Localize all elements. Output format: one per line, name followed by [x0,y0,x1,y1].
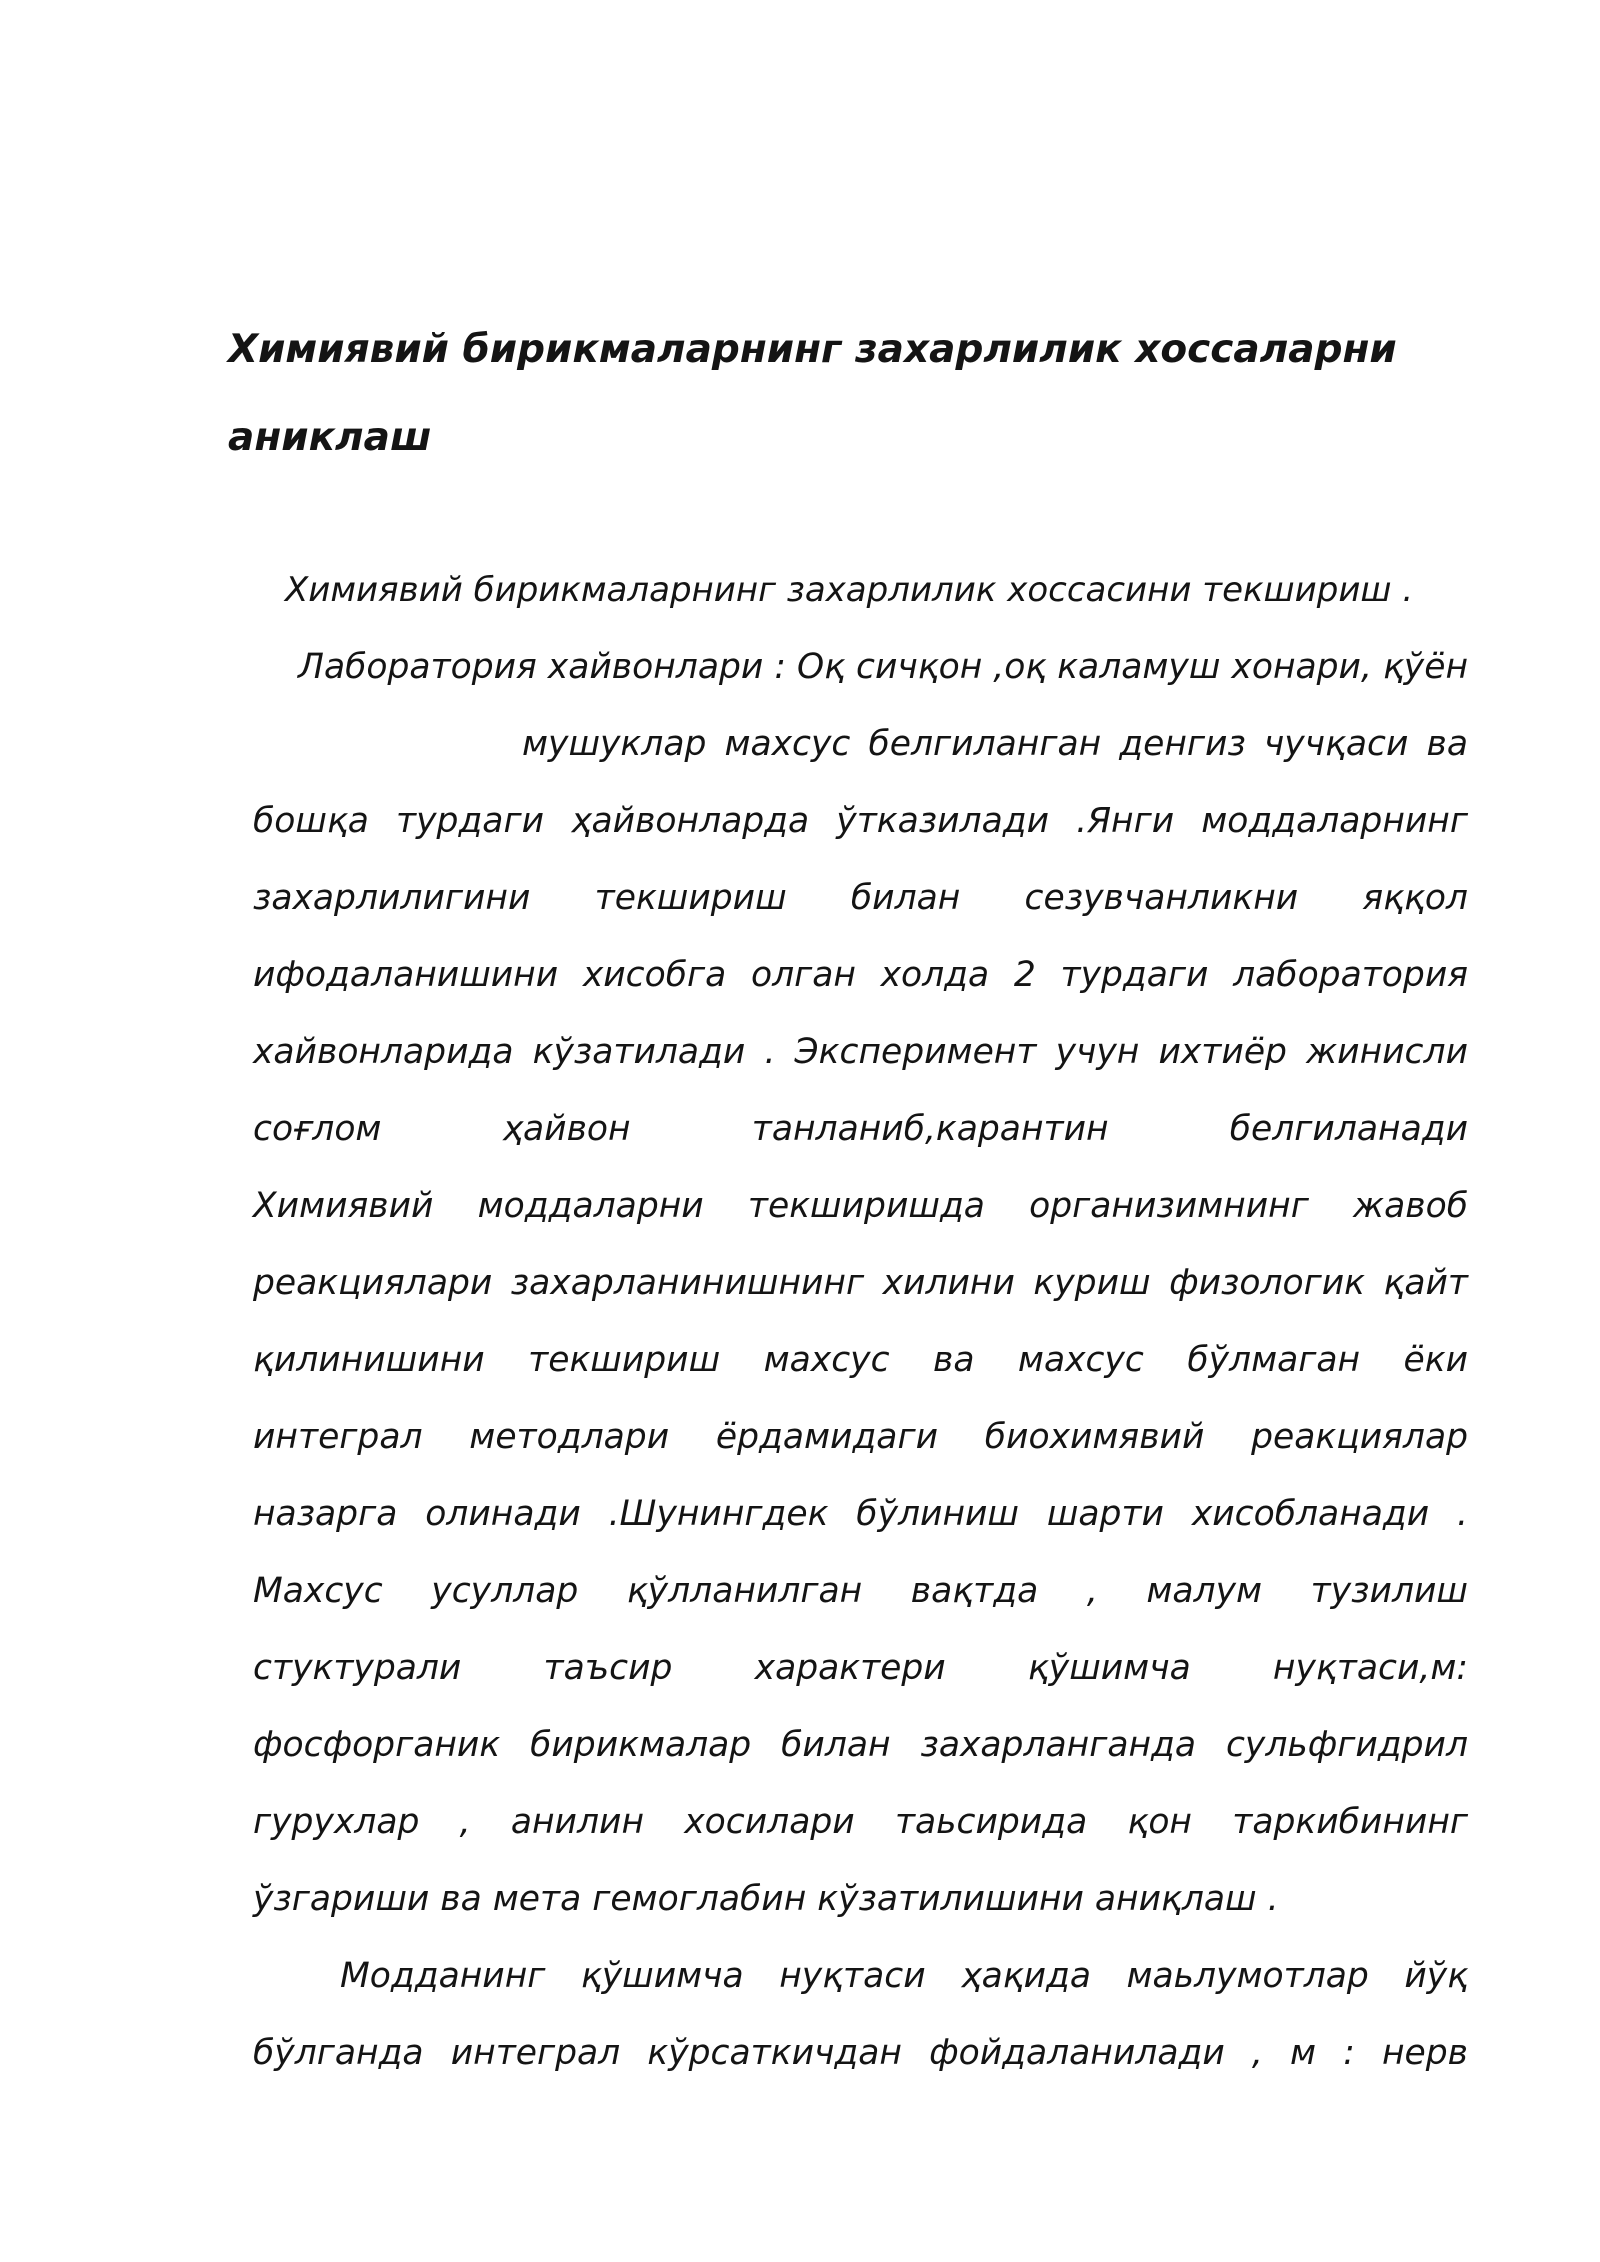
body-line: гурухлар , анилин хосилари таьсирида қон таркибининг [253,1802,1468,1842]
body-line: фосфорганик бирикмалар билан захарланганда сульфгидрил [253,1725,1468,1765]
body-line: бўлганда интеграл кўрсаткичдан фойдаланилади , м : нерв [253,2033,1468,2073]
body-line: ифодаланишини хисобга олган холда 2 турдаги лаборатория [253,955,1468,995]
body-line: Модданинг қўшимча нуқтаси ҳақида маьлумотлар йўқ [340,1956,1468,1996]
body-line: назарга олинади .Шунингдек бўлиниш шарти хисобланади . [253,1494,1468,1534]
title-line-1: Химиявий бирикмаларнинг захарлилик хоссаларни [228,327,1397,372]
body-line: соғлом ҳайвон танланиб,карантин белгиланади [253,1109,1468,1149]
body-line: хайвонларида кўзатилади . Эксперимент учун ихтиёр жинисли [253,1032,1468,1072]
body-line: Лаборатория хайвонлари : Оқ сичқон ,оқ каламуш хонари, қўён [298,647,1468,687]
body-line: интеграл методлари ёрдамидаги биохимявий реакциялар [253,1417,1468,1457]
body-line: захарлилигини текшириш билан сезувчанликни яққол [253,878,1468,918]
body-line: стуктурали таъсир характери қўшимча нуқтаси,м: [253,1648,1468,1688]
body-line: реакциялари захарланинишнинг хилини куриш физологик қайт [253,1263,1468,1303]
body-line: Химиявий моддаларни текширишда организимнинг жавоб [253,1186,1468,1226]
body-line: ўзгариши ва мета гемоглабин кўзатилишини аниқлаш . [253,1879,1279,1919]
body-line: бошқа турдаги ҳайвонларда ўтказилади .Янги моддаларнинг [253,801,1468,841]
body-line: Химиявий бирикмаларнинг захарлилик хоссасини текшириш . [285,570,1414,610]
body-line: Махсус усуллар қўлланилган вақтда , малум тузилиш [253,1571,1468,1611]
body-line: қилинишини текшириш махсус ва махсус бўлмаган ёки [253,1340,1468,1380]
title-line-2: аниклаш [228,415,432,460]
body-line: мушуклар махсус белгиланган денгиз чучқаси ва [522,724,1468,764]
